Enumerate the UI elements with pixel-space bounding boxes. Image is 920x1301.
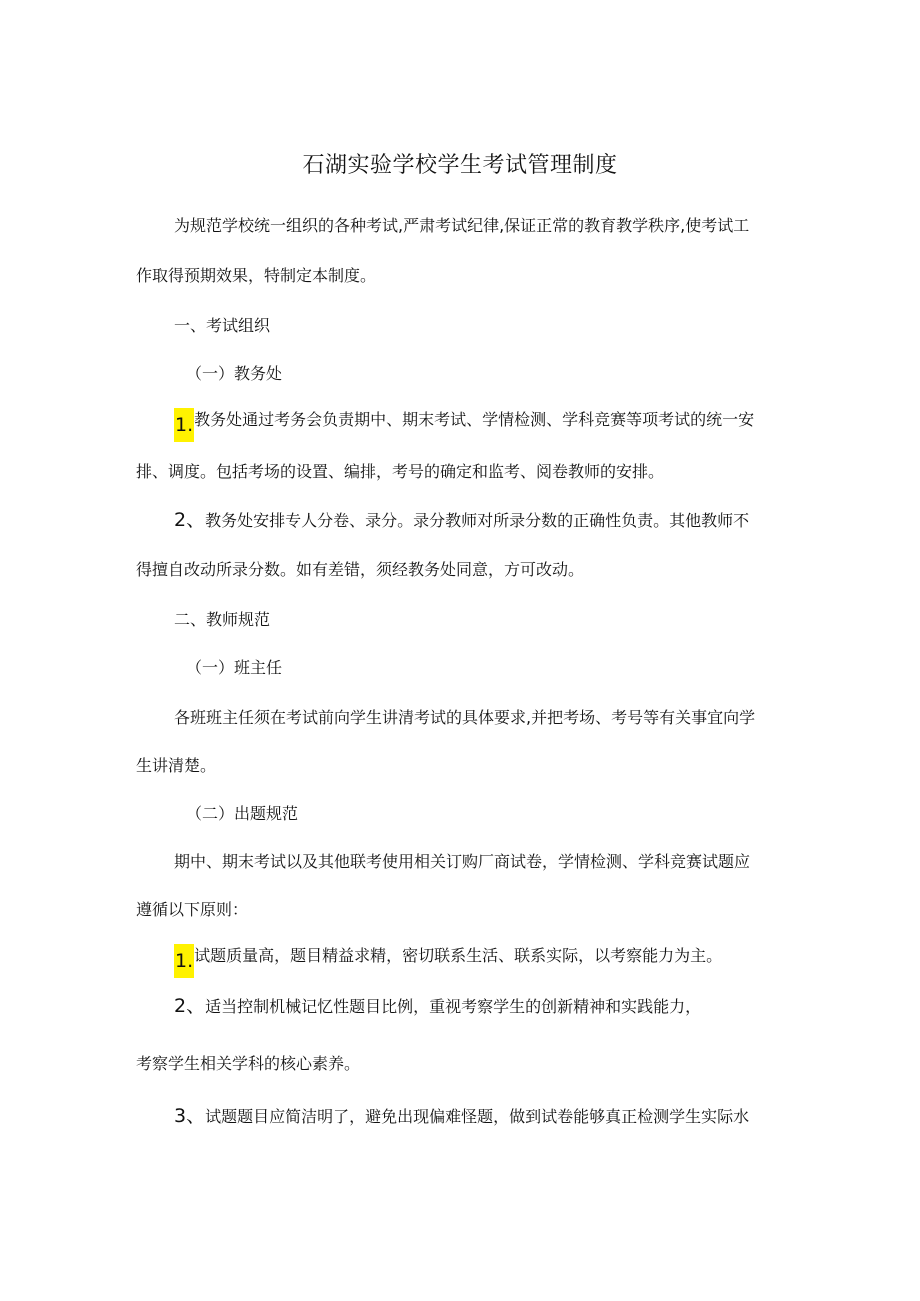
item-number: 2、 bbox=[174, 509, 206, 531]
section-heading-exam-organization: 一、考试组织 bbox=[174, 316, 271, 335]
highlighted-item-number: 1. bbox=[174, 944, 194, 978]
paragraph-question-norms-line-1: 期中、期末考试以及其他联考使用相关订购厂商试卷，学情检测、学科竞赛试题应 bbox=[174, 852, 751, 871]
highlighted-item-number: 1. bbox=[174, 408, 194, 442]
list-item-2-1 bbox=[174, 944, 722, 978]
list-item-2-1-text: 试题质量高，题目精益求精，密切联系生活、联系实际，以考察能力为主。 bbox=[194, 946, 723, 965]
list-item-1-1-text: 教务处通过考务会负责期中、期末考试、学情检测、学科竞赛等项考试的统一安 bbox=[194, 410, 755, 429]
paragraph-head-teacher-line-2: 生讲清楚。 bbox=[136, 756, 217, 775]
list-item-2-3-text: 试题题目应简洁明了，避免出现偏难怪题，做到试卷能够真正检测学生实际水 bbox=[205, 1107, 750, 1126]
item-number: 3、 bbox=[174, 1105, 206, 1127]
list-item-1-2-continuation: 得擅自改动所录分数。如有差错，须经教务处同意，方可改动。 bbox=[136, 560, 585, 579]
intro-line-1: 为规范学校统一组织的各种考试,严肃考试纪律,保证正常的教育教学秩序,使考试工 bbox=[174, 216, 750, 235]
list-item-2-2-text: 适当控制机械记忆性题目比例，重视考察学生的创新精神和实践能力， bbox=[205, 997, 702, 1016]
item-number: 2、 bbox=[174, 995, 206, 1017]
subsection-heading-academic-office: （一）教务处 bbox=[186, 364, 283, 383]
list-item-1-1-continuation: 排、调度。包括考场的设置、编排，考号的确定和监考、阅卷教师的安排。 bbox=[136, 462, 665, 481]
section-heading-teacher-norms: 二、教师规范 bbox=[174, 610, 271, 629]
intro-line-2: 作取得预期效果，特制定本制度。 bbox=[136, 266, 377, 285]
subsection-heading-head-teacher: （一）班主任 bbox=[186, 658, 283, 677]
document-title: 石湖实验学校学生考试管理制度 bbox=[302, 153, 618, 178]
list-item-2-3 bbox=[174, 1104, 749, 1129]
list-item-1-1 bbox=[174, 408, 754, 442]
list-item-2-2 bbox=[174, 994, 701, 1019]
subsection-heading-question-norms: （二）出题规范 bbox=[186, 804, 299, 823]
list-item-1-2 bbox=[174, 508, 749, 533]
list-item-2-2-continuation: 考察学生相关学科的核心素养。 bbox=[136, 1054, 361, 1073]
list-item-1-2-text: 教务处安排专人分卷、录分。录分教师对所录分数的正确性负责。其他教师不 bbox=[205, 511, 750, 530]
paragraph-head-teacher-line-1: 各班班主任须在考试前向学生讲清考试的具体要求,并把考场、考号等有关事宜向学 bbox=[174, 708, 756, 727]
paragraph-question-norms-line-2: 遵循以下原则： bbox=[136, 900, 249, 919]
